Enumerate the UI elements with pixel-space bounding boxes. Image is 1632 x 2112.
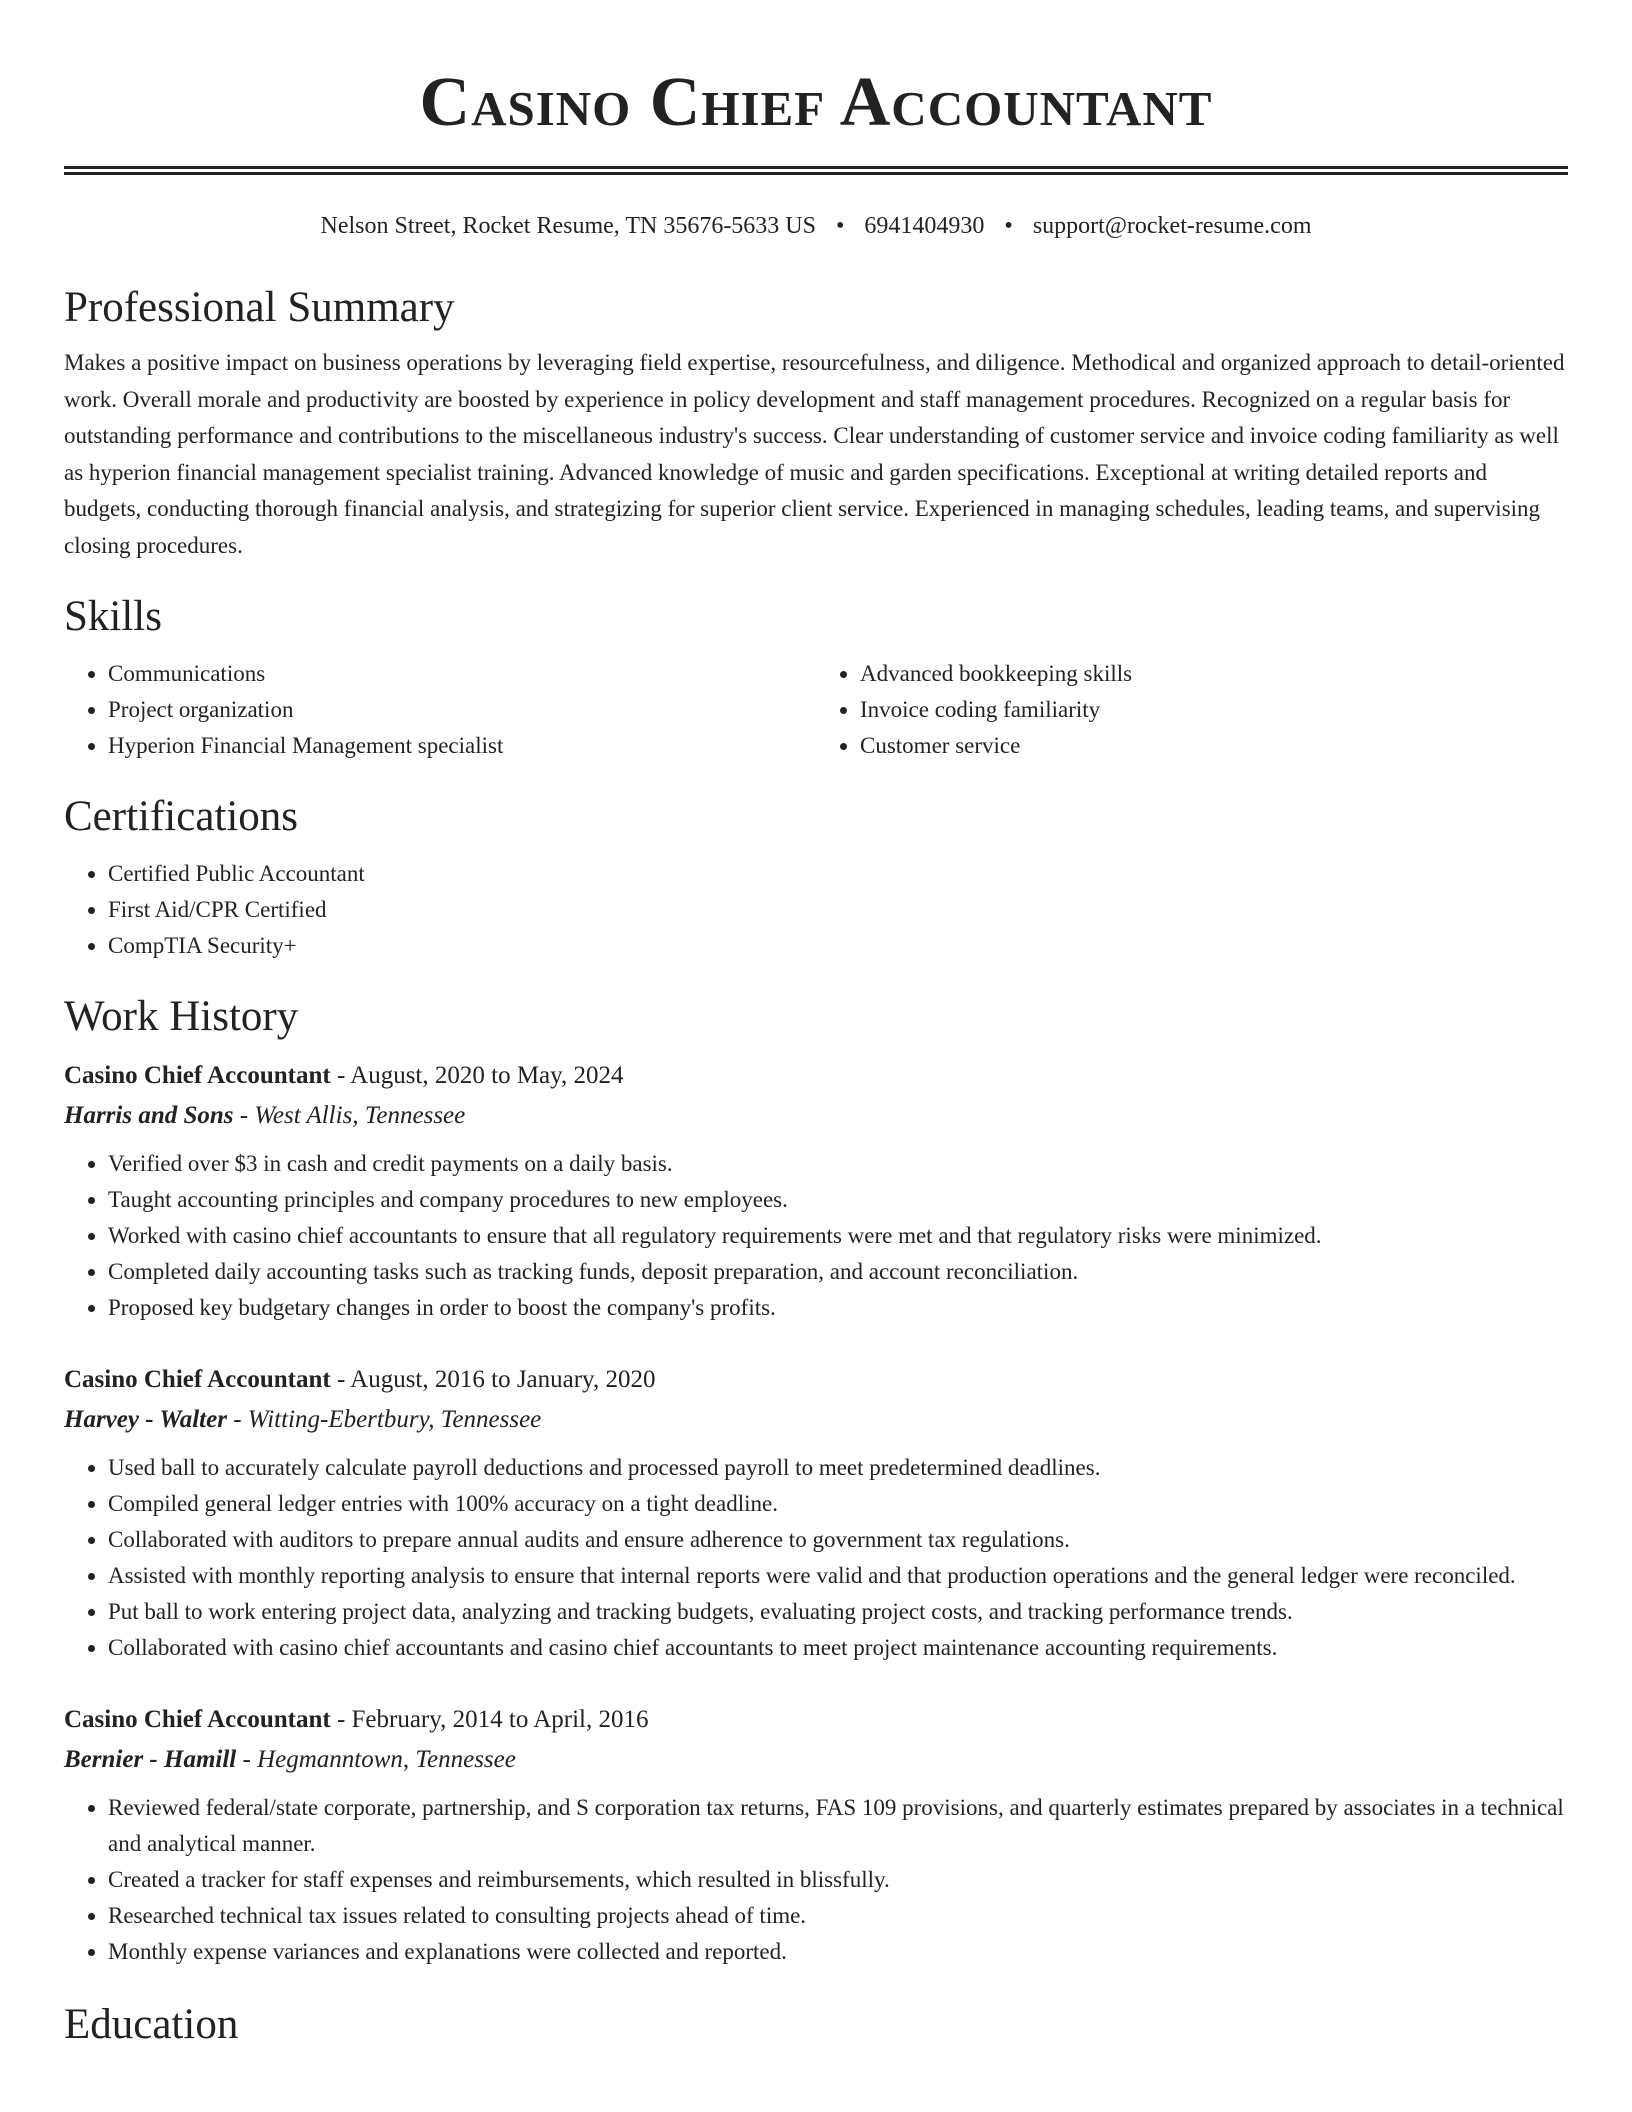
job-header: Casino Chief Accountant - August, 2016 to January, 2020 bbox=[64, 1366, 656, 1393]
job-bullet: • Collaborated with auditors to prepare annual audits and ensure adherence to government tax regulations. bbox=[108, 1522, 1568, 1558]
skills-column-left bbox=[64, 656, 816, 764]
job-bullet: • Completed daily accounting tasks such as tracking funds, deposit preparation, and account reconciliation. bbox=[108, 1254, 1568, 1290]
job-location: Hegmanntown, Tennessee bbox=[257, 1746, 516, 1773]
skills-list bbox=[64, 656, 1568, 764]
job-bullet: • Created a tracker for staff expenses and reimbursements, which resulted in blissfully. bbox=[108, 1862, 1568, 1898]
skill-item: • Communications bbox=[108, 656, 816, 692]
title-divider bbox=[64, 166, 1568, 175]
job-bullet: • Used ball to accurately calculate payroll deductions and processed payroll to meet predetermined deadlines. bbox=[108, 1450, 1568, 1486]
contact-separator: • bbox=[836, 213, 845, 239]
job-entry bbox=[64, 1700, 1568, 1970]
job-company: Bernier - Hamill bbox=[64, 1746, 237, 1773]
job-company: Harris and Sons bbox=[64, 1102, 234, 1129]
job-location: West Allis, Tennessee bbox=[254, 1102, 466, 1129]
job-role: Casino Chief Accountant bbox=[64, 1366, 331, 1393]
job-bullet: • Proposed key budgetary changes in order to boost the company's profits. bbox=[108, 1290, 1568, 1326]
job-bullet: • Worked with casino chief accountants to ensure that all regulatory requirements were met and that regulatory risks were minimized. bbox=[108, 1218, 1568, 1254]
work-history-heading: Work History bbox=[64, 993, 299, 1040]
job-bullet: • Put ball to work entering project data, analyzing and tracking budgets, evaluating project costs, and tracking performance trends. bbox=[108, 1594, 1568, 1630]
job-entry bbox=[64, 1360, 1568, 1666]
job-bullet: • Taught accounting principles and company procedures to new employees. bbox=[108, 1182, 1568, 1218]
job-location: Witting-Ebertbury, Tennessee bbox=[247, 1406, 542, 1433]
page-title: Casino Chief Accountant bbox=[419, 64, 1213, 141]
job-bullet: • Collaborated with casino chief accountants and casino chief accountants to meet project maintenance accounting requirements. bbox=[108, 1630, 1568, 1666]
job-bullets bbox=[64, 1146, 1568, 1326]
education-heading: Education bbox=[64, 2001, 239, 2048]
contact-separator: • bbox=[1004, 213, 1013, 239]
contact-email: support@rocket-resume.com bbox=[1032, 213, 1312, 239]
job-dates: August, 2016 to January, 2020 bbox=[350, 1366, 656, 1393]
job-header: Casino Chief Accountant - February, 2014 to April, 2016 bbox=[64, 1706, 649, 1733]
job-header: Casino Chief Accountant - August, 2020 to May, 2024 bbox=[64, 1062, 624, 1089]
job-role: Casino Chief Accountant bbox=[64, 1062, 331, 1089]
certifications-list bbox=[64, 856, 1568, 964]
certification-item: • Certified Public Accountant bbox=[108, 856, 1568, 892]
job-bullet: • Researched technical tax issues related to consulting projects ahead of time. bbox=[108, 1898, 1568, 1934]
skill-item: • Customer service bbox=[860, 728, 1568, 764]
job-bullet: • Monthly expense variances and explanations were collected and reported. bbox=[108, 1934, 1568, 1970]
contact-phone: 6941404930 bbox=[864, 213, 985, 239]
certifications-heading: Certifications bbox=[64, 793, 299, 840]
job-bullets bbox=[64, 1790, 1568, 1970]
contact-line bbox=[64, 211, 1568, 241]
job-bullet: • Verified over $3 in cash and credit payments on a daily basis. bbox=[108, 1146, 1568, 1182]
skills-column-right bbox=[816, 656, 1568, 764]
job-dates: August, 2020 to May, 2024 bbox=[350, 1062, 624, 1089]
job-employer: Harris and Sons - West Allis, Tennessee bbox=[64, 1102, 466, 1129]
skill-item: • Project organization bbox=[108, 692, 816, 728]
skill-item: • Hyperion Financial Management specialist bbox=[108, 728, 816, 764]
job-bullet: • Reviewed federal/state corporate, partnership, and S corporation tax returns, FAS 109 provisions, and quarterly estimates prepared by associates in a technical and analytical manner. bbox=[108, 1790, 1568, 1862]
job-employer: Bernier - Hamill - Hegmanntown, Tennessee bbox=[64, 1746, 516, 1773]
job-dates: February, 2014 to April, 2016 bbox=[351, 1706, 649, 1733]
job-bullet: • Assisted with monthly reporting analysis to ensure that internal reports were valid and that production operations and the general ledger were reconciled. bbox=[108, 1558, 1568, 1594]
certification-item: • CompTIA Security+ bbox=[108, 928, 1568, 964]
skill-item: • Advanced bookkeeping skills bbox=[860, 656, 1568, 692]
summary-heading: Professional Summary bbox=[64, 284, 455, 331]
skills-heading: Skills bbox=[64, 593, 162, 640]
job-bullets bbox=[64, 1450, 1568, 1666]
job-company: Harvey - Walter bbox=[64, 1406, 227, 1433]
job-employer: Harvey - Walter - Witting-Ebertbury, Tennessee bbox=[64, 1406, 542, 1433]
contact-address: Nelson Street, Rocket Resume, TN 35676-5633 US bbox=[320, 213, 816, 239]
summary-text: Makes a positive impact on business operations by leveraging field expertise, resourcefulness, and diligence. Methodical and organized approach to detail-oriented work. Overall morale and productivity are boosted by experience in policy development and staff management procedures. Recognized on a regular basis for outstanding performance and contributions to the miscellaneous industry's success. Clear understanding of customer service and invoice coding familiarity as well as hyperion financial management specialist training. Advanced knowledge of music and garden specifications. Exceptional at writing detailed reports and budgets, conducting thorough financial analysis, and strategizing for superior client service. Experienced in managing schedules, leading teams, and supervising closing procedures. bbox=[64, 350, 1565, 558]
job-entry bbox=[64, 1056, 1568, 1326]
skill-item: • Invoice coding familiarity bbox=[860, 692, 1568, 728]
certification-item: • First Aid/CPR Certified bbox=[108, 892, 1568, 928]
job-bullet: • Compiled general ledger entries with 100% accuracy on a tight deadline. bbox=[108, 1486, 1568, 1522]
job-role: Casino Chief Accountant bbox=[64, 1706, 331, 1733]
